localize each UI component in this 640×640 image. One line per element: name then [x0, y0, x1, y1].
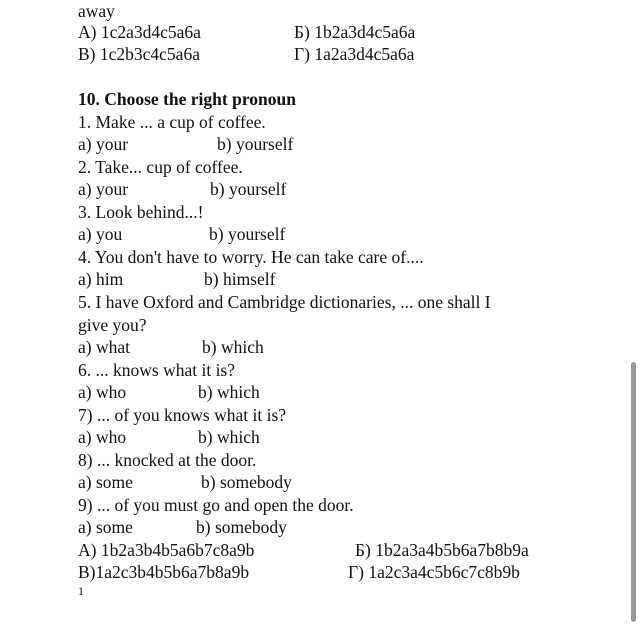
prev-answer-a: A) 1c2a3d4c5a6a	[78, 22, 201, 42]
answer-key-b: Б) 1b2a3a4b5b6a7b8b9a	[355, 540, 529, 560]
scrollbar-thumb[interactable]	[631, 362, 636, 622]
question-4: 4. You don't have to worry. He can take care of....	[78, 247, 424, 267]
answer-key-a: A) 1b2a3b4b5a6b7c8a9b	[78, 540, 255, 560]
question-8-option-a: a) some	[78, 472, 133, 492]
question-7-option-b: b) which	[198, 427, 260, 447]
question-6-option-a: a) who	[78, 382, 127, 402]
question-7: 7) ... of you knows what it is?	[78, 405, 287, 425]
question-1: 1. Make ... a cup of coffee.	[78, 112, 266, 132]
prev-answer-c: В) 1c2b3c4c5a6a	[78, 44, 200, 64]
question-9-option-b: b) somebody	[196, 517, 287, 537]
prev-answer-b: Б) 1b2a3d4c5a6a	[294, 22, 416, 42]
question-2: 2. Take... cup of coffee.	[78, 157, 243, 177]
question-1-option-a: a) your	[78, 134, 129, 154]
question-2-option-a: a) your	[78, 179, 129, 199]
question-8: 8) ... knocked at the door.	[78, 450, 257, 470]
question-2-option-b: b) yourself	[210, 179, 287, 199]
question-8-option-b: b) somebody	[201, 472, 292, 492]
page-number: 1	[78, 584, 84, 598]
question-5-line-2: give you?	[78, 315, 147, 335]
question-4-option-a: a) him	[78, 269, 124, 289]
question-7-option-a: a) who	[78, 427, 127, 447]
question-4-option-b: b) himself	[204, 269, 276, 289]
prev-question-tail: away	[78, 1, 115, 21]
answer-key-d: Г) 1a2c3a4c5b6c7c8b9b	[348, 562, 520, 582]
answer-key-c: В)1a2c3b4b5b6a7b8a9b	[78, 562, 250, 582]
question-6-option-b: b) which	[198, 382, 260, 402]
question-1-option-b: b) yourself	[217, 134, 294, 154]
question-3-option-b: b) yourself	[209, 224, 286, 244]
question-6: 6. ... knows what it is?	[78, 360, 236, 380]
question-3-option-a: a) you	[78, 224, 123, 244]
question-3: 3. Look behind...!	[78, 202, 204, 222]
question-5-line-1: 5. I have Oxford and Cambridge dictionaries, ... one shall I	[78, 292, 491, 312]
prev-answer-d: Г) 1a2a3d4c5a6a	[294, 44, 415, 64]
question-9-option-a: a) some	[78, 517, 133, 537]
question-9: 9) ... of you must go and open the door.	[78, 495, 354, 515]
section-title: 10. Choose the right pronoun	[78, 89, 296, 109]
question-5-option-a: a) what	[78, 337, 130, 357]
question-5-option-b: b) which	[202, 337, 264, 357]
